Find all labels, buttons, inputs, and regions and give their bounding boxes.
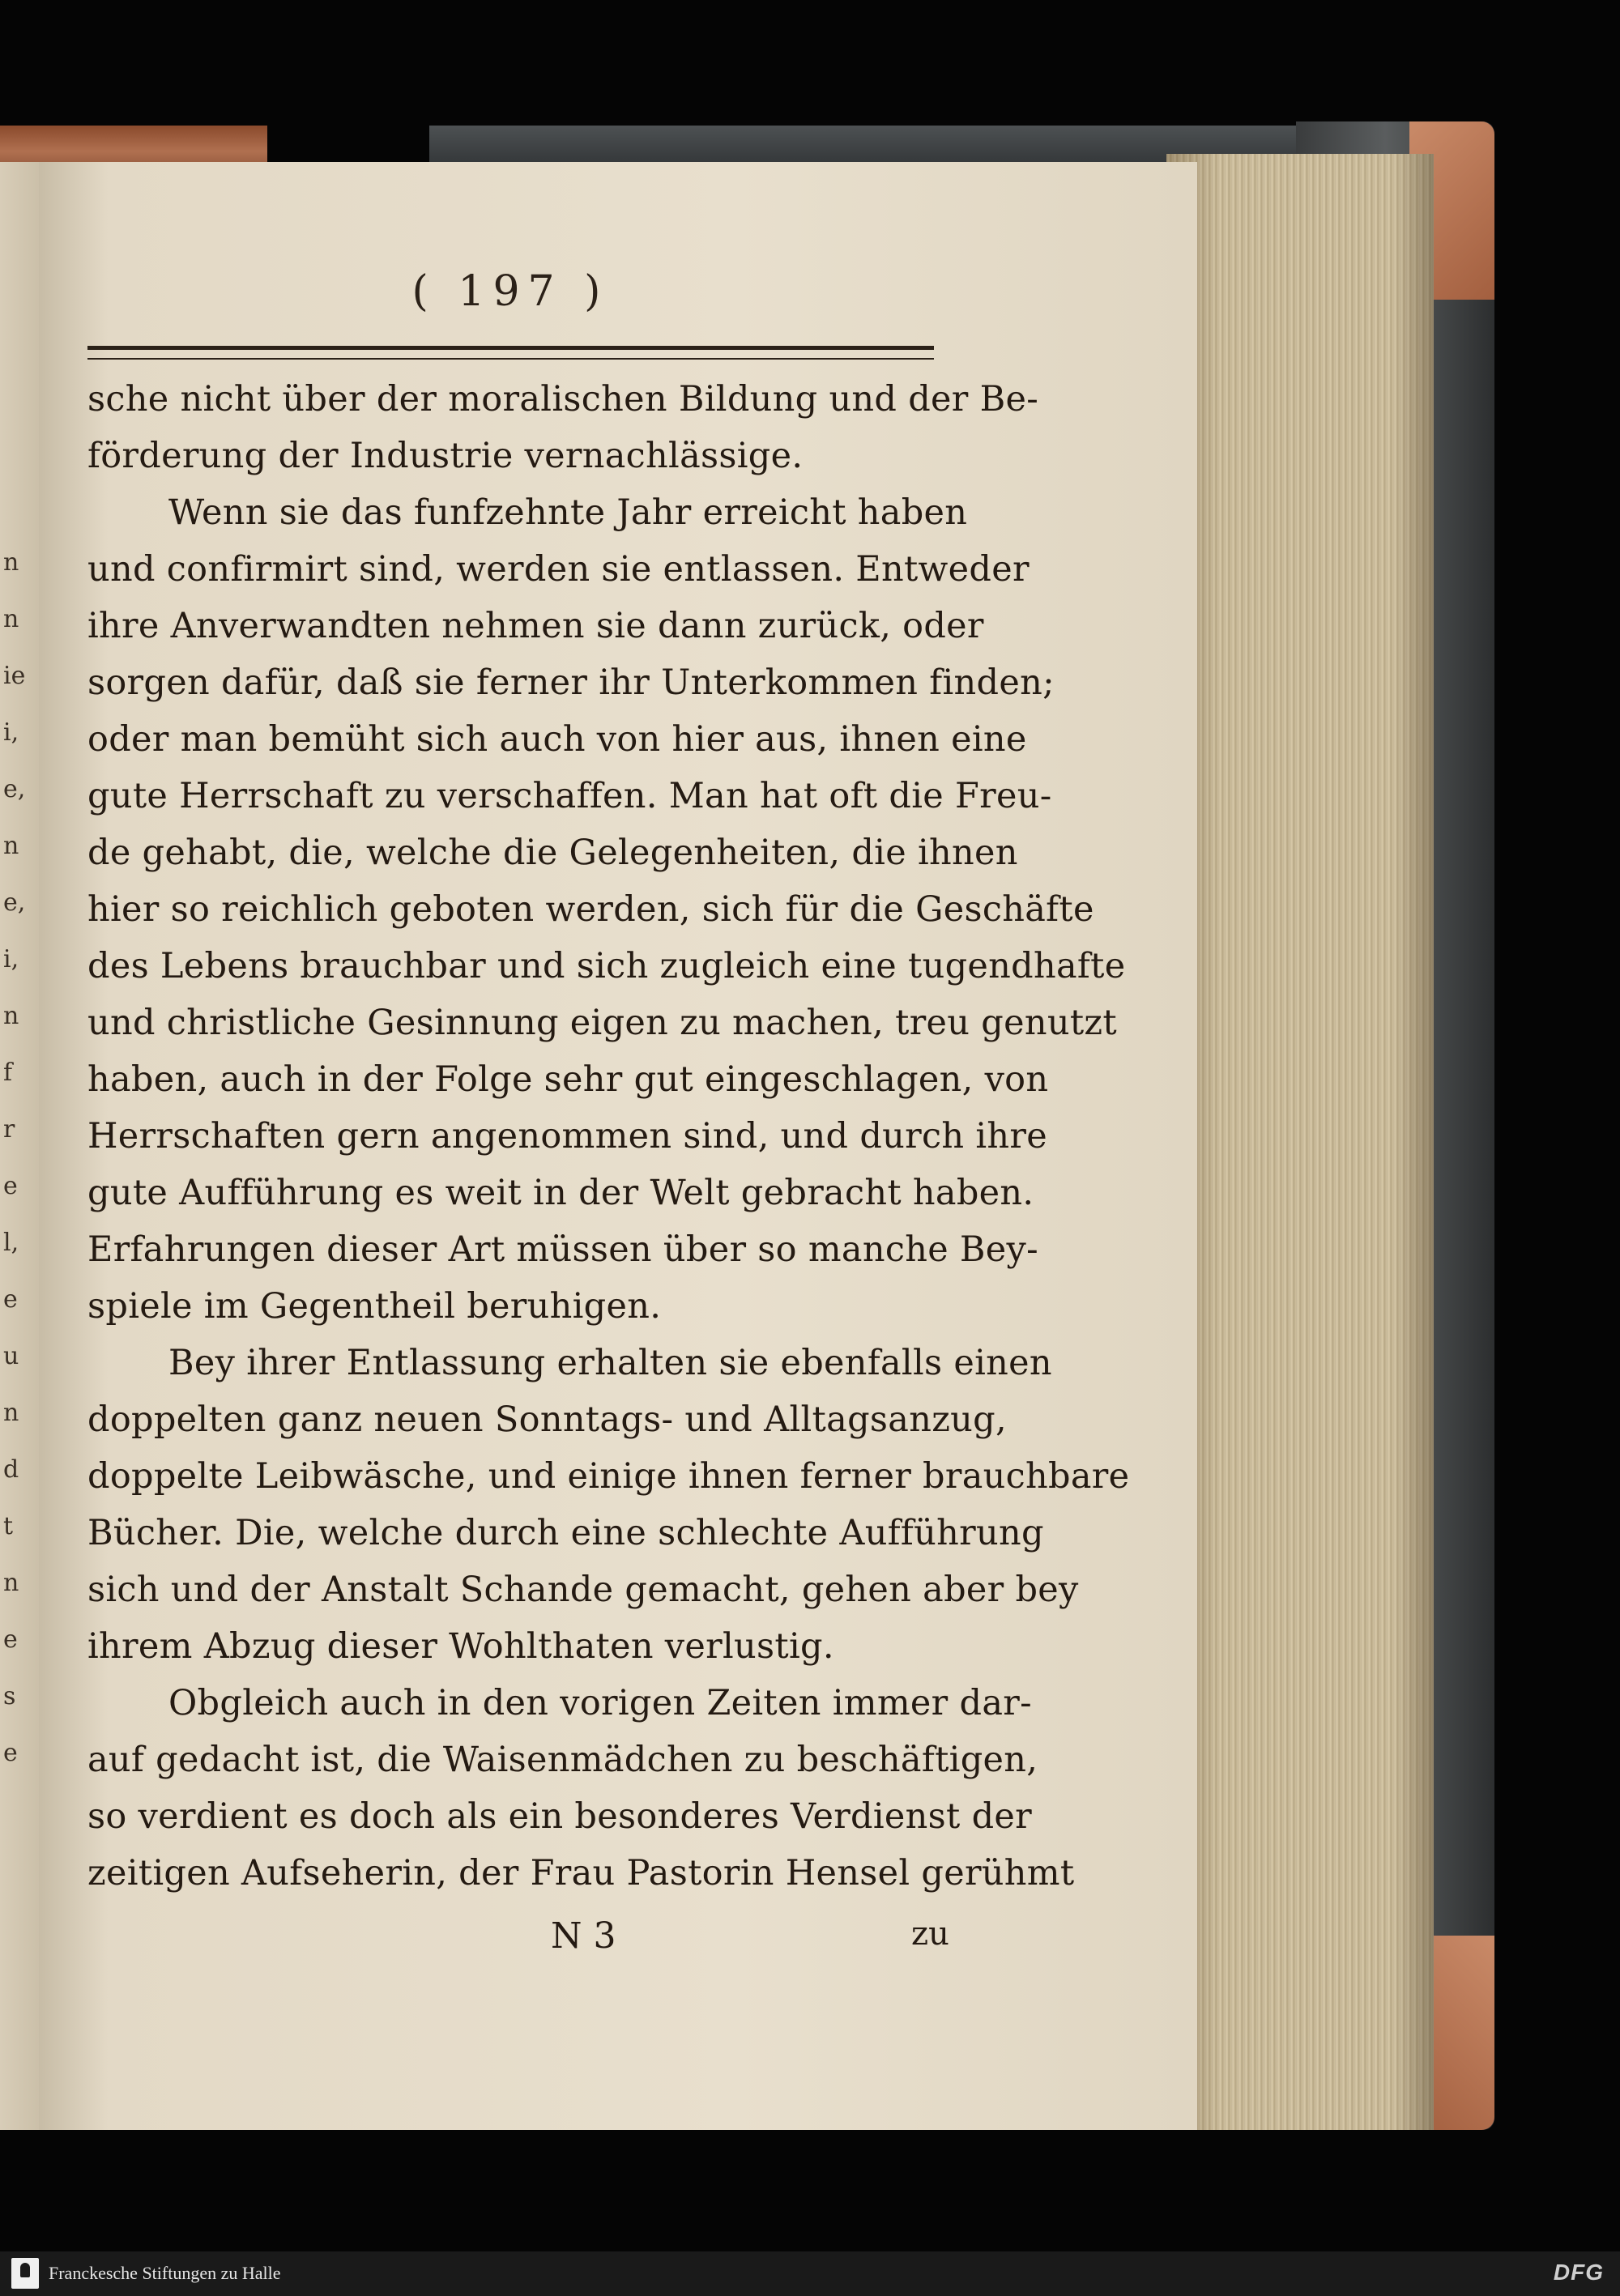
text-line: gute Aufführung es weit in der Welt gebracht haben. [87,1173,1034,1213]
left-page-fragment: e, [3,777,26,803]
left-page-fragment: d [3,1458,19,1484]
text-line: spiele im Gegentheil beruhigen. [87,1286,662,1327]
left-page-fragment: i, [3,948,19,973]
left-page-fragment: ie [3,664,26,690]
text-line: de gehabt, die, welche die Gelegenheiten, die ihnen [87,833,1018,873]
left-page-fragment: e [3,1174,18,1200]
text-line: sich und der Anstalt Schande gemacht, gehen aber bey [87,1570,1079,1610]
text-line: Herrschaften gern angenommen sind, und durch ihre [87,1116,1048,1157]
left-page-fragment: i, [3,721,19,747]
left-page-fragment: e [3,1741,18,1767]
text-line: ihre Anverwandten nehmen sie dann zurück, oder [87,606,984,646]
left-page-text-fragments [3,551,36,1798]
text-line: und confirmirt sind, werden sie entlassen. Entweder [87,549,1030,590]
page-fore-edge [1166,154,1434,2130]
text-line: Bey ihrer Entlassung erhalten sie ebenfalls einen [168,1343,1052,1383]
institution-logo-icon [11,2258,39,2289]
left-page-fragment: n [3,607,19,633]
left-page-fragment: u [3,1344,19,1370]
left-page-fragment: e, [3,891,26,917]
text-line: sche nicht über der moralischen Bildung und der Be- [87,379,1039,420]
text-line: Obgleich auch in den vorigen Zeiten immer dar- [168,1683,1032,1723]
header-rule [87,346,934,360]
text-line: und christliche Gesinnung eigen zu machen, treu genutzt [87,1003,1117,1043]
text-line: Bücher. Die, welche durch eine schlechte Aufführung [87,1513,1044,1553]
left-page-fragment: s [3,1685,16,1710]
text-line: gute Herrschaft zu verschaffen. Man hat oft die Freu- [87,776,1052,816]
left-page-fragment: e [3,1288,18,1314]
text-line: auf gedacht ist, die Waisenmädchen zu beschäftigen, [87,1740,1038,1780]
text-line: sorgen dafür, daß sie ferner ihr Unterkommen finden; [87,662,1055,703]
left-page-fragment: e [3,1628,18,1654]
text-line: Wenn sie das funfzehnte Jahr erreicht haben [168,492,968,533]
left-page-fragment: l, [3,1231,19,1257]
signature-mark: N 3 [551,1915,616,1957]
text-line: Erfahrungen dieser Art müssen über so manche Bey- [87,1229,1038,1270]
text-line: doppelten ganz neuen Sonntags- und Alltagsanzug, [87,1399,1007,1440]
page-number: ( 197 ) [411,267,609,316]
left-page-fragment: n [3,1004,19,1030]
left-page-fragment: n [3,834,19,860]
left-page-fragment: f [3,1061,13,1087]
page-text [87,371,1130,1902]
footer-bar [0,2251,1620,2296]
text-line: hier so reichlich geboten werden, sich für die Geschäfte [87,889,1094,930]
left-page-fragment: n [3,551,19,577]
text-line: zeitigen Aufseherin, der Frau Pastorin Hensel gerühmt [87,1853,1075,1893]
left-page-fragment: n [3,1401,19,1427]
text-line: ihrem Abzug dieser Wohlthaten verlustig. [87,1626,834,1667]
text-line: oder man bemüht sich auch von hier aus, ihnen eine [87,719,1027,760]
institution-name: Franckesche Stiftungen zu Halle [49,2263,281,2283]
left-facing-page [0,162,45,2130]
text-line: so verdient es doch als ein besonderes Verdienst der [87,1796,1033,1837]
left-page-fragment: n [3,1571,19,1597]
text-line: förderung der Industrie vernachlässige. [87,436,804,476]
dfg-logo: DFG [1553,2260,1604,2285]
text-line: doppelte Leibwäsche, und einige ihnen ferner brauchbare [87,1456,1130,1497]
left-page-fragment: t [3,1514,14,1540]
text-line: haben, auch in der Folge sehr gut eingeschlagen, von [87,1059,1049,1100]
left-page-fragment: r [3,1118,15,1144]
catchword: zu [911,1915,949,1953]
text-line: des Lebens brauchbar und sich zugleich eine tugendhafte [87,946,1126,986]
